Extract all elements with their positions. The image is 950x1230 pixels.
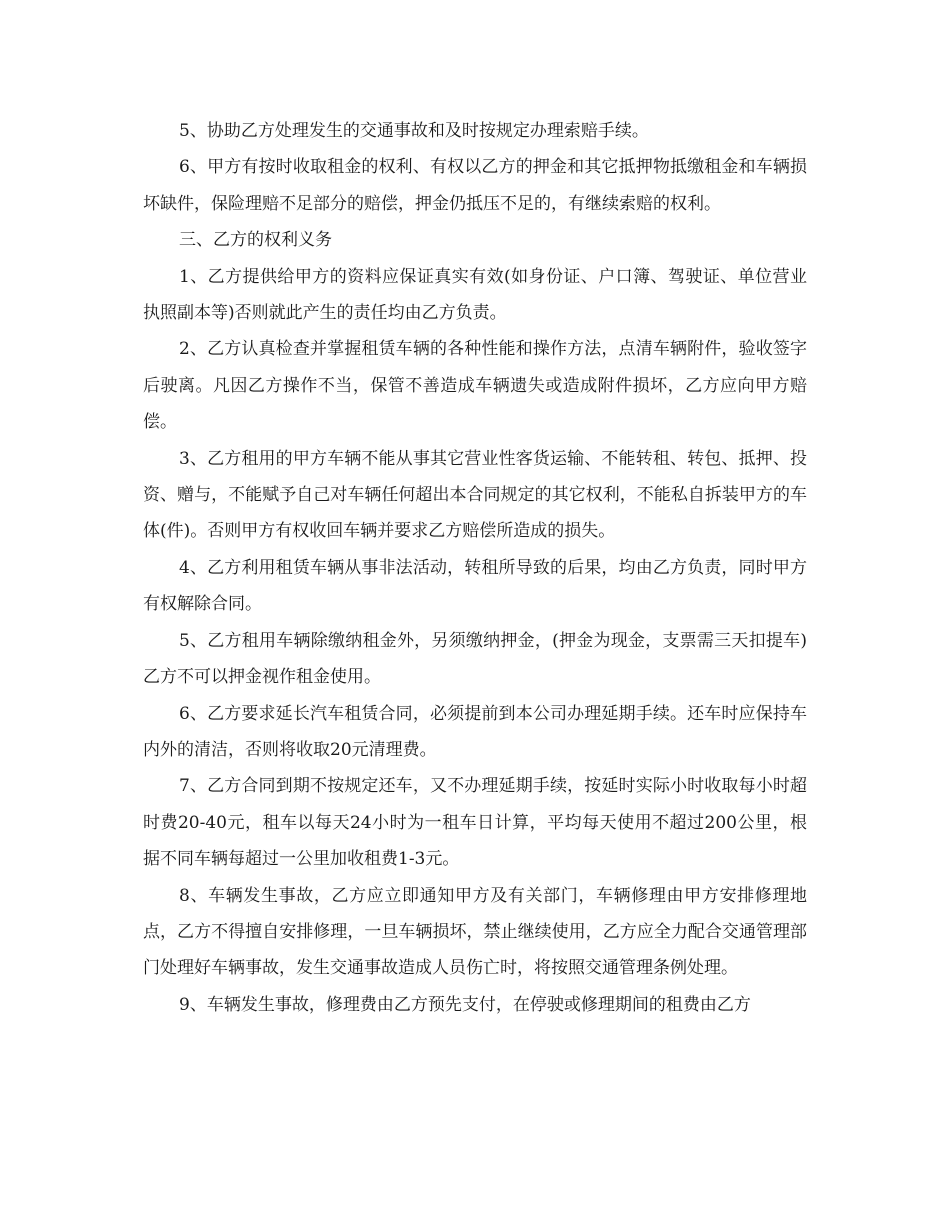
paragraph-b-item-3: 3、乙方租用的甲方车辆不能从事其它营业性客货运输、不能转租、转包、抵押、投资、赠与，不能赋予自己对车辆任何超出本合同规定的其它权利，不能私自拆装甲方的车体(件)。否则甲方有权收回车辆并要求乙方赔偿所造成的损失。 <box>143 448 807 542</box>
section-heading-party-b-rights: 三、乙方的权利义务 <box>179 230 332 251</box>
paragraph-b-item-7: 7、乙方合同到期不按规定还车，又不办理延期手续，按延时实际小时收取每小时超时费20-40元，租车以每天24小时为一租车日计算，平均每天使用不超过200公里，根据不同车辆每超过一公里加收租费1-3元。 <box>143 776 807 870</box>
paragraph-b-item-2: 2、乙方认真检查并掌握租赁车辆的各种性能和操作方法，点清车辆附件，验收签字后驶离。凡因乙方操作不当，保管不善造成车辆遗失或造成附件损坏，乙方应向甲方赔偿。 <box>143 339 807 433</box>
paragraph-b-item-6: 6、乙方要求延长汽车租赁合同，必须提前到本公司办理延期手续。还车时应保持车内外的清洁，否则将收取20元清理费。 <box>143 703 807 760</box>
paragraph-b-item-8: 8、车辆发生事故，乙方应立即通知甲方及有关部门，车辆修理由甲方安排修理地点，乙方不得擅自安排修理，一旦车辆损坏，禁止继续使用，乙方应全力配合交通管理部门处理好车辆事故，发生交通事故造成人员伤亡时，将按照交通管理条例处理。 <box>143 885 807 979</box>
paragraph-item-5: 5、协助乙方处理发生的交通事故和及时按规定办理索赔手续。 <box>179 121 649 141</box>
paragraph-b-item-5: 5、乙方租用车辆除缴纳租金外，另须缴纳押金，(押金为现金，支票需三天扣提车)乙方不可以押金视作租金使用。 <box>143 630 807 688</box>
paragraph-b-item-9: 9、车辆发生事故，修理费由乙方预先支付，在停驶或修理期间的租费由乙方 <box>179 994 751 1015</box>
paragraph-item-6: 6、甲方有按时收取租金的权利、有权以乙方的押金和其它抵押物抵缴租金和车辆损坏缺件，保险理赔不足部分的赔偿，押金仍抵压不足的，有继续索赔的权利。 <box>143 157 807 214</box>
paragraph-b-item-1: 1、乙方提供给甲方的资料应保证真实有效(如身份证、户口簿、驾驶证、单位营业执照副本等)否则就此产生的责任均由乙方负责。 <box>143 266 807 324</box>
paragraph-b-item-4: 4、乙方利用租赁车辆从事非法活动，转租所导致的后果，均由乙方负责，同时甲方有权解除合同。 <box>143 557 807 615</box>
document-body <box>143 113 807 1023</box>
